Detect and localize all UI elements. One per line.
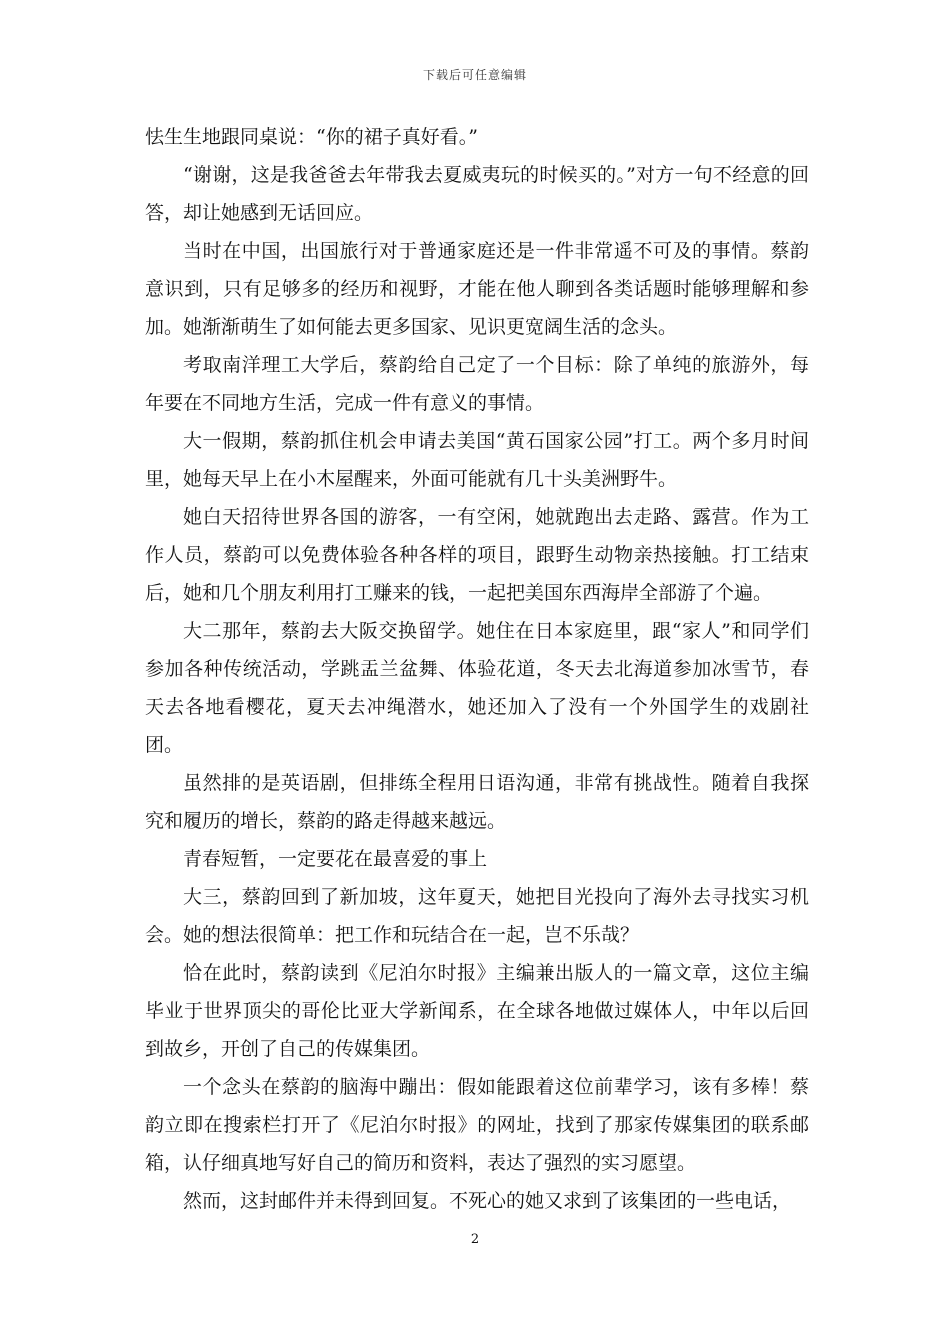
paragraph: 她白天招待世界各国的游客，一有空闲，她就跑出去走路、露营。作为工作人员，蔡韵可以免费体验各种各样的项目，跟野生动物亲热接触。打工结束后，她和几个朋友利用打工赚来的钱，一起把美国东西海岸全部游了个遍。 — [145, 506, 809, 604]
paragraph: 恰在此时，蔡韵读到《尼泊尔时报》主编兼出版人的一篇文章，这位主编毕业于世界顶尖的哥伦比亚大学新闻系，在全球各地做过媒体人，中年以后回到故乡，开创了自己的传媒集团。 — [145, 962, 809, 1060]
paragraph: 一个念头在蔡韵的脑海中蹦出：假如能跟着这位前辈学习，该有多棒！蔡韵立即在搜索栏打开了《尼泊尔时报》的网址，找到了那家传媒集团的联系邮箱，认仔细真地写好自己的简历和资料，表达了强烈的实习愿望。 — [145, 1076, 809, 1174]
paragraph: 然而，这封邮件并未得到回复。不死心的她又求到了该集团的一些电话， — [183, 1190, 792, 1212]
page-header: 下载后可任意编辑 — [422, 68, 527, 82]
paragraph: 大三，蔡韵回到了新加坡，这年夏天，她把目光投向了海外去寻找实习机会。她的想法很简单：把工作和玩结合在一起，岂不乐哉？ — [145, 886, 809, 946]
section-heading: 青春短暂，一定要花在最喜爱的事上 — [183, 848, 488, 870]
page-number: 2 — [470, 1232, 480, 1247]
paragraph: 考取南洋理工大学后，蔡韵给自己定了一个目标：除了单纯的旅游外，每年要在不同地方生活，完成一件有意义的事情。 — [145, 354, 809, 414]
paragraph: 大一假期，蔡韵抓住机会申请去美国“黄石国家公园”打工。两个多月时间里，她每天早上在小木屋醒来，外面可能就有几十头美洲野牛。 — [145, 430, 809, 490]
paragraph: 怯生生地跟同桌说：“你的裙子真好看。” — [145, 126, 478, 148]
document-body — [145, 118, 809, 1220]
paragraph: 虽然排的是英语剧，但排练全程用日语沟通，非常有挑战性。随着自我探究和履历的增长，蔡韵的路走得越来越远。 — [145, 772, 809, 832]
paragraph: 大二那年，蔡韵去大阪交换留学。她住在日本家庭里，跟“家人”和同学们参加各种传统活动，学跳盂兰盆舞、体验花道，冬天去北海道参加冰雪节，春天去各地看樱花，夏天去冲绳潜水，她还加入了没有一个外国学生的戏剧社团。 — [145, 620, 809, 756]
paragraph: “谢谢，这是我爸爸去年带我去夏威夷玩的时候买的。”对方一句不经意的回答，却让她感到无话回应。 — [145, 164, 809, 224]
paragraph: 当时在中国，出国旅行对于普通家庭还是一件非常遥不可及的事情。蔡韵意识到，只有足够多的经历和视野，才能在他人聊到各类话题时能够理解和参加。她渐渐萌生了如何能去更多国家、见识更宽阔生活的念头。 — [145, 240, 809, 338]
